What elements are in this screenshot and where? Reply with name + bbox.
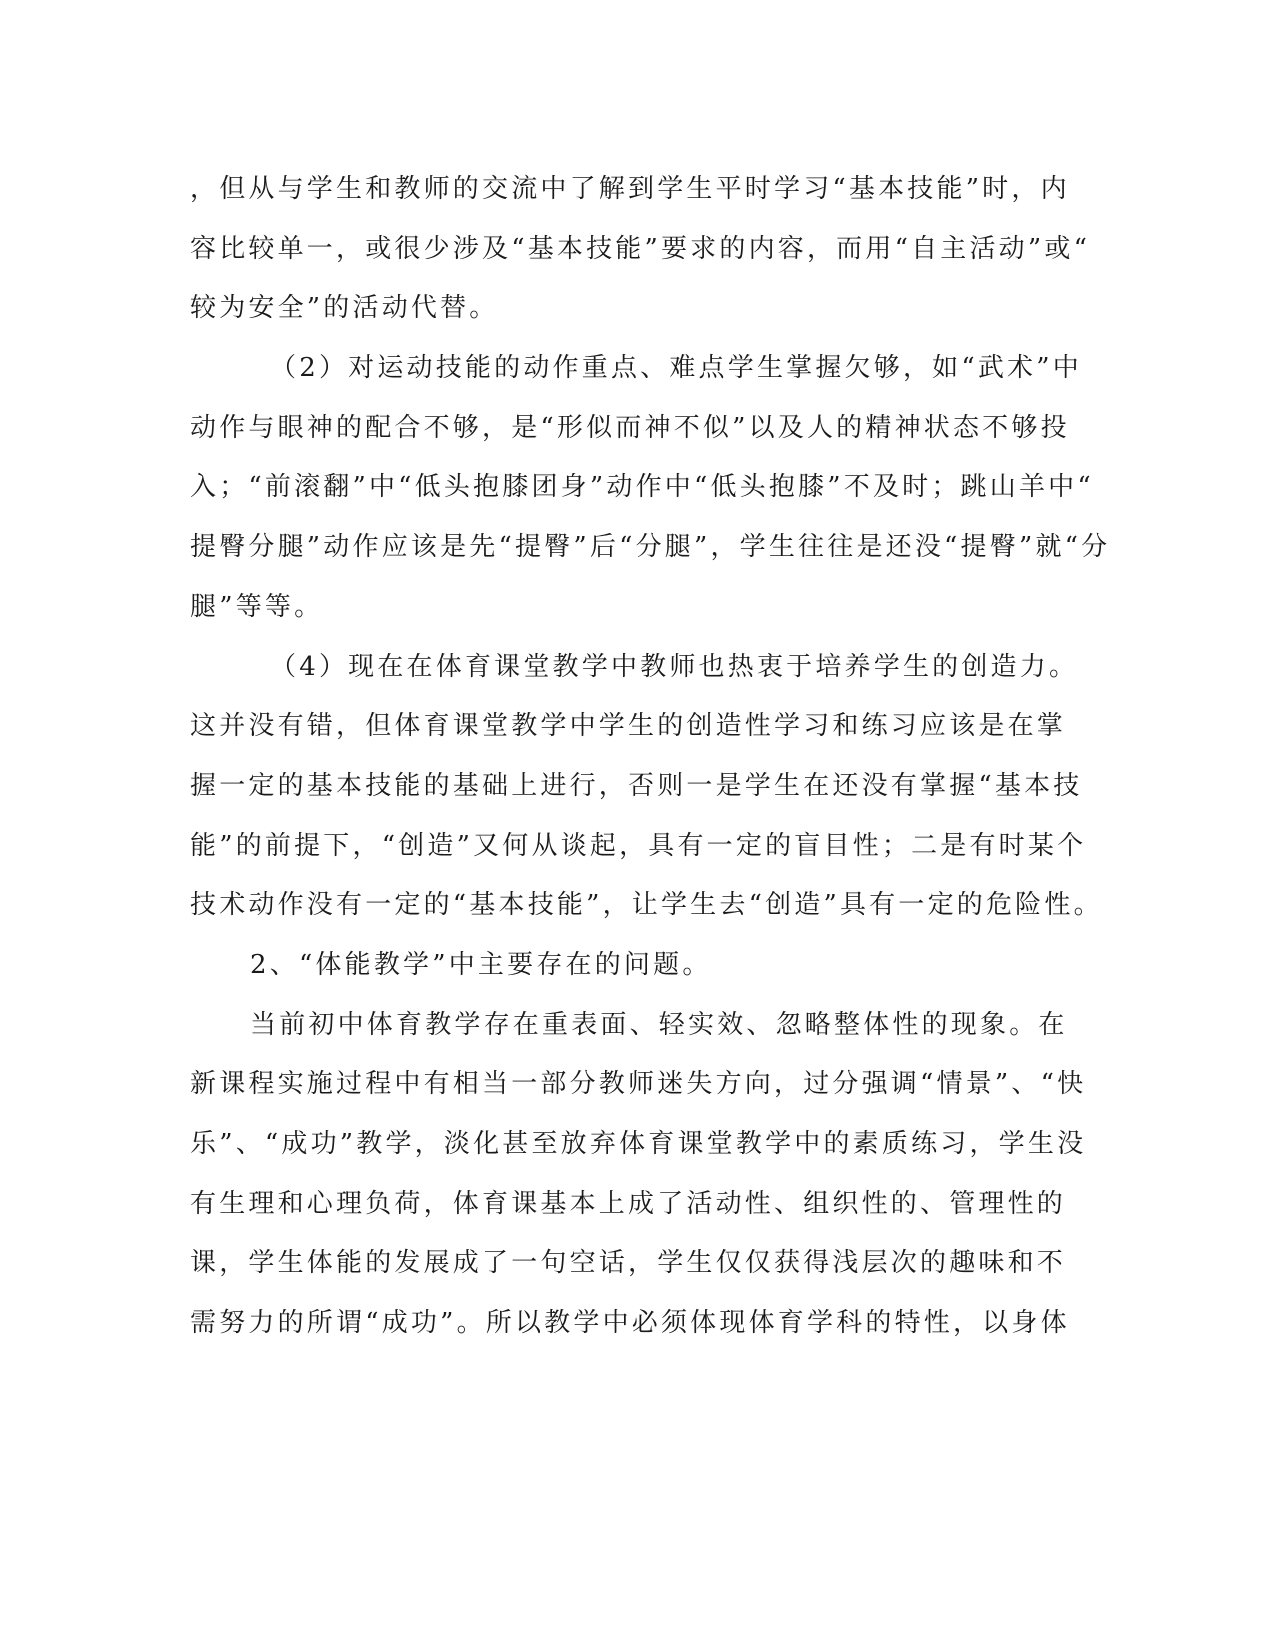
- section-heading: 2、“体能教学”中主要存在的问题。: [250, 949, 712, 980]
- text-line: 技术动作没有一定的“基本技能”，让学生去“创造”具有一定的危险性。: [190, 890, 1103, 921]
- paragraph-start: （2）对运动技能的动作重点、难点学生掌握欠够，如“武术”中: [270, 353, 1082, 384]
- text-line: 动作与眼神的配合不够，是“形似而神不似”以及人的精神状态不够投: [190, 412, 1070, 443]
- text-line: 新课程实施过程中有相当一部分教师迷失方向，过分强调“情景”、“快: [190, 1069, 1087, 1100]
- text-line: 课，学生体能的发展成了一句空话，学生仅仅获得浅层次的趣味和不: [190, 1248, 1067, 1279]
- text-line: 入；“前滚翻”中“低头抱膝团身”动作中“低头抱膝”不及时；跳山羊中“: [190, 472, 1094, 503]
- text-line: 提臀分腿”动作应该是先“提臀”后“分腿”，学生往往是还没“提臀”就“分: [190, 532, 1111, 563]
- text-line: 有生理和心理负荷，体育课基本上成了活动性、组织性的、管理性的: [190, 1188, 1067, 1219]
- text-line: ，但从与学生和教师的交流中了解到学生平时学习“基本技能”时，内: [190, 174, 1070, 204]
- text-line: 乐”、“成功”教学，淡化甚至放弃体育课堂教学中的素质练习，学生没: [190, 1129, 1087, 1159]
- text-line: 这并没有错，但体育课堂教学中学生的创造性学习和练习应该是在掌: [190, 711, 1067, 742]
- text-line: 需努力的所谓“成功”。所以教学中必须体现体育学科的特性，以身体: [190, 1308, 1070, 1339]
- text-line: 能”的前提下，“创造”又何从谈起，具有一定的盲目性；二是有时某个: [190, 830, 1087, 861]
- text-line: 腿”等等。: [190, 591, 324, 622]
- text-line: 握一定的基本技能的基础上进行，否则一是学生在还没有掌握“基本技: [190, 770, 1083, 801]
- text-line: 较为安全”的活动代替。: [190, 293, 499, 324]
- paragraph-start: 当前初中体育教学存在重表面、轻实效、忽略整体性的现象。在: [250, 1009, 1068, 1040]
- paragraph-start: （4）现在在体育课堂教学中教师也热衷于培养学生的创造力。: [270, 651, 1079, 682]
- body-text: [190, 160, 1111, 1354]
- text-line: 容比较单一，或很少涉及“基本技能”要求的内容，而用“自主活动”或“: [190, 233, 1091, 264]
